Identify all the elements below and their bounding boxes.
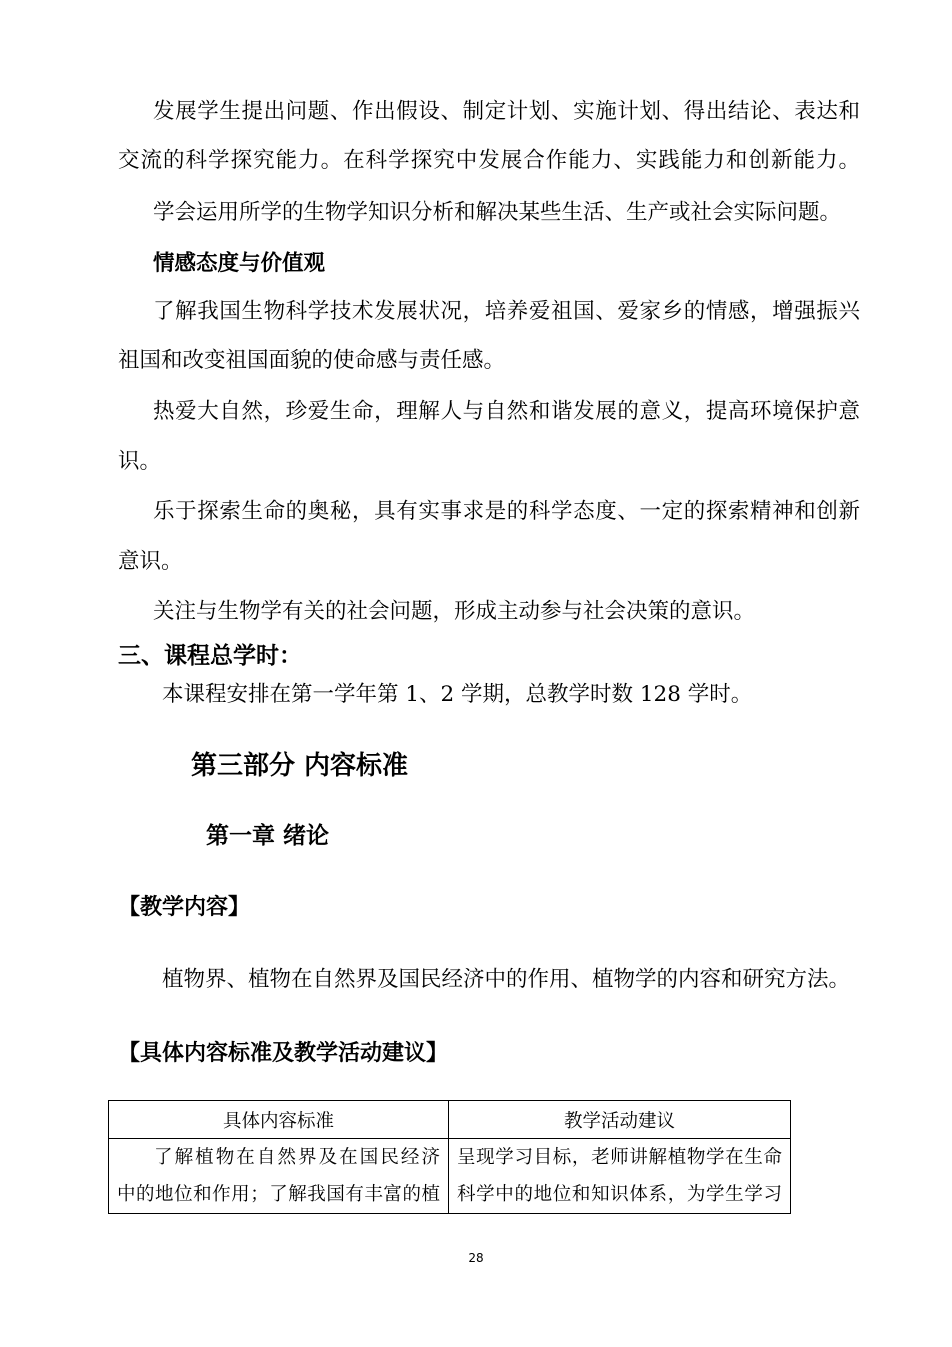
table-header-standards: 具体内容标准 (109, 1101, 449, 1139)
section-heading-hours: 三、课程总学时： (118, 643, 302, 669)
paragraph-apply: 学会运用所学的生物学知识分析和解决某些生活、生产或社会实际问题。 (153, 200, 842, 225)
page-number: 28 (468, 1251, 484, 1265)
label-teaching-content: 【教学内容】 (118, 895, 251, 920)
table-cell-activities (449, 1139, 791, 1214)
paragraph-ability-line-1: 发展学生提出问题、作出假设、制定计划、实施计划、得出结论、表达和 (153, 99, 860, 124)
paragraph-nature-line-2: 识。 (118, 449, 162, 474)
table-header-row (109, 1101, 791, 1139)
table-cell-line: 中的地位和作用；了解我国有丰富的植 (117, 1184, 440, 1205)
table-cell-line: 呈现学习目标，老师讲解植物学在生命 (457, 1147, 782, 1168)
part-heading: 第三部分 内容标准 (191, 751, 409, 781)
paragraph-ability-line-2: 交流的科学探究能力。在科学探究中发展合作能力、实践能力和创新能力。 (118, 148, 860, 173)
paragraph-hours: 本课程安排在第一学年第 1、2 学期，总教学时数 128 学时。 (162, 682, 753, 707)
paragraph-patriot-line-1: 了解我国生物科学技术发展状况，培养爱祖国、爱家乡的情感，增强振兴 (153, 299, 860, 324)
paragraph-nature-line-1: 热爱大自然，珍爱生命，理解人与自然和谐发展的意义，提高环境保护意 (153, 399, 860, 424)
subheading-attitude: 情感态度与价值观 (153, 251, 326, 276)
paragraph-social: 关注与生物学有关的社会问题，形成主动参与社会决策的意识。 (153, 599, 756, 624)
paragraph-teaching-content: 植物界、植物在自然界及国民经济中的作用、植物学的内容和研究方法。 (162, 967, 851, 992)
table-row (109, 1139, 791, 1214)
paragraph-explore-line-2: 意识。 (118, 549, 183, 574)
table-cell-standards (109, 1139, 449, 1214)
paragraph-patriot-line-2: 祖国和改变祖国面貌的使命感与责任感。 (118, 348, 506, 373)
label-standards: 【具体内容标准及教学活动建议】 (118, 1041, 449, 1066)
chapter-heading: 第一章 绪论 (206, 823, 330, 849)
table-header-activities: 教学活动建议 (449, 1101, 791, 1139)
table-cell-line: 科学中的地位和知识体系，为学生学习 (457, 1184, 782, 1205)
paragraph-explore-line-1: 乐于探索生命的奥秘，具有实事求是的科学态度、一定的探索精神和创新 (153, 499, 860, 524)
table-cell-line: 了解植物在自然界及在国民经济 (154, 1147, 440, 1168)
standards-table (108, 1100, 791, 1214)
